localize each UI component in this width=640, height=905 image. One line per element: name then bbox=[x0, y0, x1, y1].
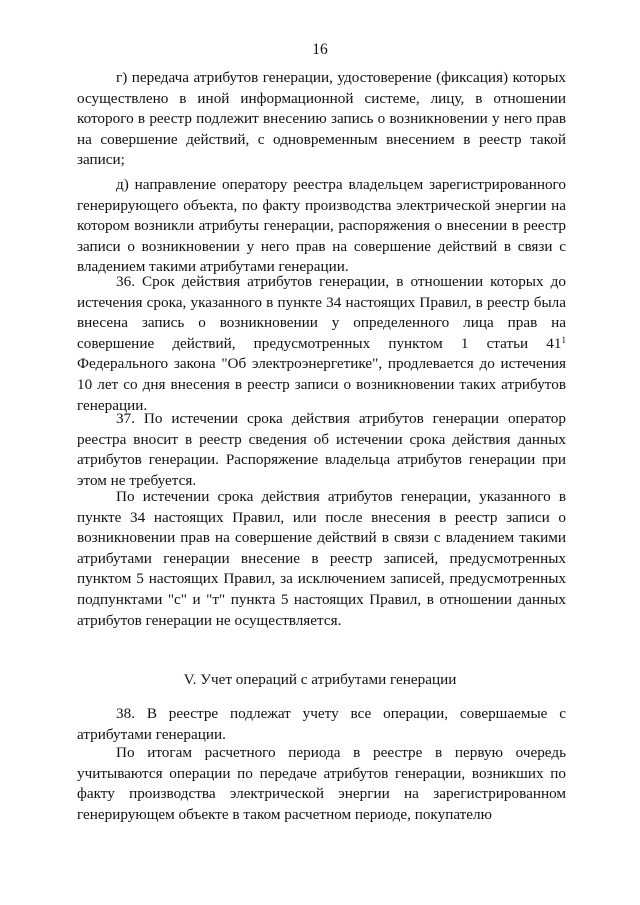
paragraph-37: 37. По истечении срока действия атрибутов генерации оператор реестра вносит в реестр сведения об истечении срока действия данных атрибутов генерации. Распоряжение владельца атрибутов генерации при этом не требуется. bbox=[77, 410, 566, 489]
paragraph-36 bbox=[77, 272, 566, 416]
paragraph-38: 38. В реестре подлежат учету все операции, совершаемые с атрибутами генерации. bbox=[77, 705, 566, 743]
page-number: 16 bbox=[312, 41, 328, 58]
paragraph-item-g: г) передача атрибутов генерации, удостоверение (фиксация) которых осуществлено в иной информационной системе, лицу, в отношении которого в реестр подлежит внесению запись о возникновении у него прав на совершение действий, с одновременным внесением в реестр такой записи; bbox=[77, 69, 566, 169]
paragraph-37-continued: По истечении срока действия атрибутов генерации, указанного в пункте 34 настоящих Правил, или после внесения в реестр записи о возникновении прав на совершение действий в связи с владением такими атрибутами генерации внесение в реестр записей, предусмотренных пунктом 5 настоящих Правил, за исключением записей, предусмотренных подпунктами "с" и "т" пункта 5 настоящих Правил, в отношении данных атрибутов генерации не осуществляется. bbox=[77, 488, 566, 629]
paragraph-36-text: 36. Срок действия атрибутов генерации, в отношении которых до истечения срока, указанного в пункте 34 настоящих Правил, в реестр была внесена запись о возникновении у определенного лица прав на совершение действий, предусмотренных пунктом 1 статьи 41 bbox=[77, 273, 566, 352]
paragraph-36-continuation: Федерального закона "Об электроэнергетике", продлевается до истечения 10 лет со дня внесения в реестр записи о возникновении таких атрибутов генерации. bbox=[77, 355, 566, 414]
paragraph-item-d: д) направление оператору реестра владельцем зарегистрированного генерирующего объекта, по факту производства электрической энергии на котором возникли атрибуты генерации, распоряжения о внесении в реестр записи о возникновении у него прав на совершение действий в связи с владением такими атрибутами генерации. bbox=[77, 176, 566, 276]
article-superscript: 1 bbox=[561, 334, 566, 345]
section-heading: V. Учет операций с атрибутами генерации bbox=[183, 671, 457, 688]
paragraph-38-continued: По итогам расчетного периода в реестре в первую очередь учитываются операции по передаче атрибутов генерации, возникших по факту производства электрической энергии на зарегистрированном генерирующем объекте в таком расчетном периоде, покупателю bbox=[77, 744, 566, 823]
